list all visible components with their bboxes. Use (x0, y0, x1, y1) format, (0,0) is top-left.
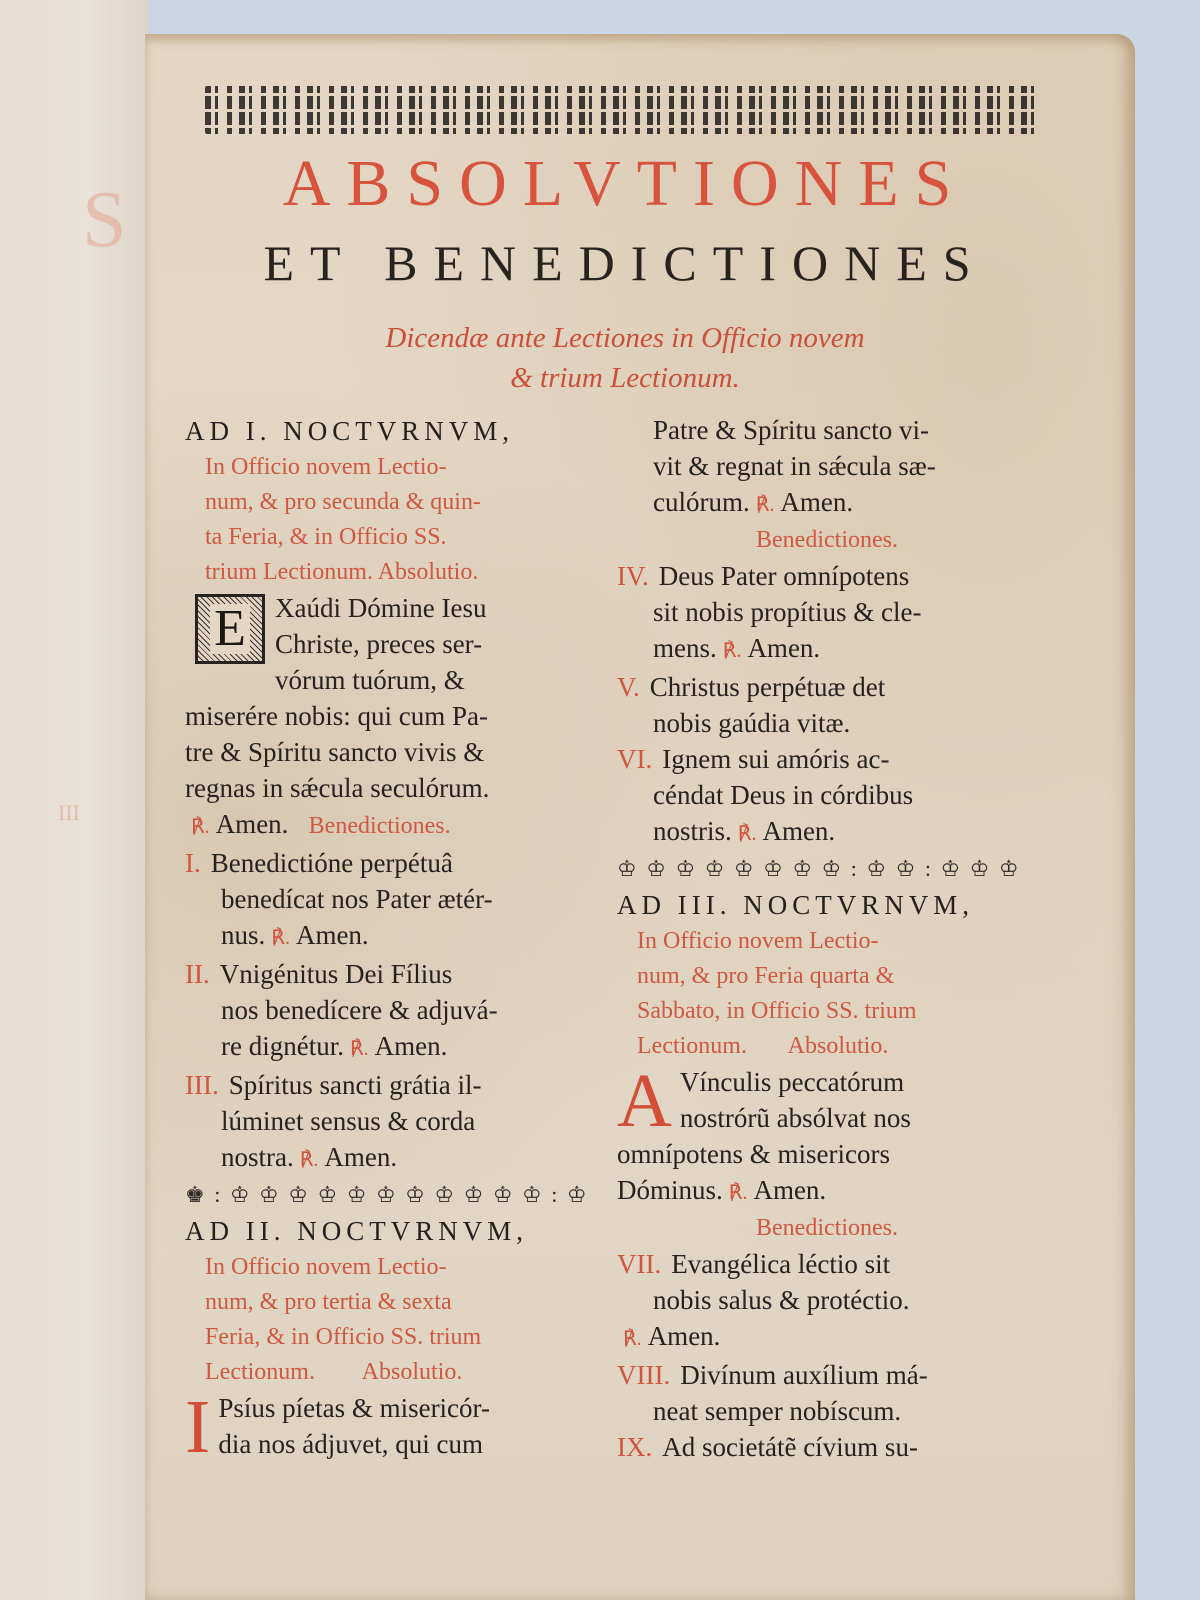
text-line: nostris. ℟. Amen. (653, 816, 836, 846)
absolutio-nocturn-3 (617, 1059, 1037, 1211)
blessing-number: IX. (617, 1432, 653, 1462)
section-heading-nocturn-1: AD I. NOCTVRNVM, (185, 416, 514, 446)
rubric-line: num, & pro secunda & quin- (205, 489, 481, 515)
text-line: vit & regnat in sǽcula sæ- (653, 451, 936, 481)
blessing-number: III. (185, 1070, 219, 1100)
rubric-line: trium Lectionum. Absolutio. (205, 559, 479, 585)
benedictiones-label: Benedictiones. (756, 527, 898, 553)
crown-divider-icon: ♚ : ♔ ♔ ♔ ♔ ♔ ♔ ♔ ♔ ♔ ♔ ♔ : ♔ (185, 1182, 589, 1207)
blessing-III (185, 1067, 605, 1178)
red-initial-icon: A (617, 1059, 672, 1143)
absolutio-nocturn-2 (185, 1385, 605, 1469)
text-line: omnípotens & misericors (617, 1139, 890, 1169)
text-line: ℟. Amen. (623, 1321, 721, 1351)
benedictiones-label: Benedictiones. (756, 1215, 898, 1241)
text-line: nobis salus & protéctio. (653, 1285, 910, 1315)
text-line: lúminet sensus & corda (221, 1106, 476, 1136)
text-line: nostra. ℟. Amen. (221, 1142, 398, 1172)
text-line: Christe, preces ser- (275, 629, 483, 659)
text-line: Vnigénitus Dei Fílius (219, 959, 453, 989)
text-line: Spíritus sancti grátia il- (228, 1070, 482, 1100)
right-column (617, 412, 1037, 1465)
blessing-IX (617, 1429, 1037, 1465)
rubric-line: Lectionum. Absolutio. (205, 1359, 463, 1385)
absolutio-continuation (617, 412, 1037, 523)
response-icon: ℟. (299, 1149, 319, 1171)
page-title: ABSOLVTIONES (282, 147, 968, 220)
text-line: dia nos ádjuvet, qui cum (218, 1429, 484, 1459)
response-icon: ℟. (737, 823, 757, 845)
text-line: Christus perpétuæ det (649, 672, 886, 702)
bleed-through-numeral: III (58, 800, 80, 825)
blessing-IV (617, 558, 1037, 669)
blessing-VIII (617, 1357, 1037, 1429)
text-line: miserére nobis: qui cum Pa- (185, 701, 488, 731)
text-line: Deus Pater omnípotens (658, 561, 910, 591)
rubric-line: Lectionum. Absolutio. (637, 1033, 889, 1059)
blessing-number: II. (185, 959, 210, 989)
text-line: Xaúdi Dómine Iesu (275, 593, 487, 623)
response-icon: ℟. (728, 1182, 748, 1204)
rubric-line: num, & pro Feria quarta & (637, 963, 895, 989)
rubric-line: In Officio novem Lectio- (205, 1254, 447, 1280)
text-line: nobis gaúdia vitæ. (653, 708, 851, 738)
rubric-line: num, & pro tertia & sexta (205, 1289, 452, 1315)
response-line (185, 806, 605, 845)
text-line: Patre & Spíritu sancto vi- (653, 415, 929, 445)
blessing-V (617, 669, 1037, 741)
section-heading-nocturn-3: AD III. NOCTVRNVM, (617, 890, 974, 920)
benedictiones-label: Benedictiones. (308, 813, 451, 839)
text-line: Vínculis peccatórum (679, 1067, 905, 1097)
text-line: Ignem sui amóris ac- (662, 744, 890, 774)
rubric-nocturn-3 (617, 924, 1037, 1064)
rubric-nocturn-2 (185, 1250, 605, 1390)
blessing-number: IV. (617, 561, 649, 591)
text-line: nos benedícere & adjuvá- (221, 995, 498, 1025)
response-icon: ℟. (191, 816, 210, 838)
text-line: benedícat nos Pater ætér- (221, 884, 493, 914)
rubric-line: In Officio novem Lectio- (637, 928, 879, 954)
rubric-line: In Officio novem Lectio- (205, 454, 447, 480)
blessing-number: VII. (617, 1249, 662, 1279)
text-line: vórum tuórum, & (275, 665, 465, 695)
response-icon: ℟. (722, 640, 742, 662)
rubric-nocturn-1 (185, 450, 605, 590)
text-line: re dignétur. ℟. Amen. (221, 1031, 448, 1061)
response-icon: ℟. (349, 1038, 369, 1060)
text-line: regnas in sǽcula seculórum. (185, 773, 490, 803)
section-heading-nocturn-2: AD II. NOCTVRNVM, (185, 1216, 528, 1246)
text-line: Evangélica léctio sit (671, 1249, 891, 1279)
rubric-line: Sabbato, in Officio SS. trium (637, 998, 917, 1024)
text-line: sit nobis propítius & cle- (653, 597, 922, 627)
text-line: nus. ℟. Amen. (221, 920, 369, 950)
text-line: céndat Deus in córdibus (653, 780, 914, 810)
facing-left-page (0, 0, 148, 1600)
text-line: nostrórũ absólvat nos (679, 1103, 911, 1133)
text-line: Dóminus. ℟. Amen. (617, 1175, 827, 1205)
text-line: culórum. ℟. Amen. (653, 487, 854, 517)
rubric-line: Feria, & in Officio SS. trium (205, 1324, 482, 1350)
text-line: Ad societátẽ cívium su- (662, 1432, 918, 1462)
bleed-through-mark: S (82, 176, 127, 264)
book-page (145, 34, 1135, 1600)
rubric-intro-line: Dicendæ ante Lectiones in Officio novem (385, 322, 865, 354)
blessing-II (185, 956, 605, 1067)
blessing-number: V. (617, 672, 640, 702)
text-line: Divínum auxílium má- (680, 1360, 928, 1390)
decorated-initial-icon: E (195, 594, 265, 664)
blessing-number: VI. (617, 744, 653, 774)
blessing-VII (617, 1246, 1037, 1357)
text-line: mens. ℟. Amen. (653, 633, 821, 663)
blessing-number: I. (185, 848, 201, 878)
response-icon: ℟. (271, 927, 290, 949)
left-column (185, 412, 605, 1469)
text-line: Benedictióne perpétuâ (210, 848, 453, 878)
text-line: tre & Spíritu sancto vivis & (185, 737, 485, 767)
crown-divider-icon: ♔ ♔ ♔ ♔ ♔ ♔ ♔ ♔ : ♔ ♔ : ♔ ♔ ♔ (617, 856, 1021, 881)
absolutio-nocturn-1 (185, 590, 605, 845)
text-line: Psíus píetas & misericór- (218, 1393, 490, 1423)
rubric-line: ta Feria, & in Officio SS. (205, 524, 447, 550)
response-icon: ℟. (623, 1328, 642, 1350)
blessing-number: VIII. (617, 1360, 671, 1390)
blessing-I (185, 845, 605, 956)
ornamental-headpiece-icon (205, 86, 1043, 134)
rubric-intro-line: & trium Lectionum. (510, 362, 740, 394)
response-icon: ℟. (755, 494, 775, 516)
amen: Amen. (215, 809, 289, 839)
text-line: neat semper nobíscum. (653, 1396, 902, 1426)
blessing-VI (617, 741, 1037, 852)
rubric-intro (205, 318, 1045, 398)
page-subtitle: ET BENEDICTIONES (263, 235, 987, 291)
red-initial-icon: I (185, 1385, 211, 1469)
